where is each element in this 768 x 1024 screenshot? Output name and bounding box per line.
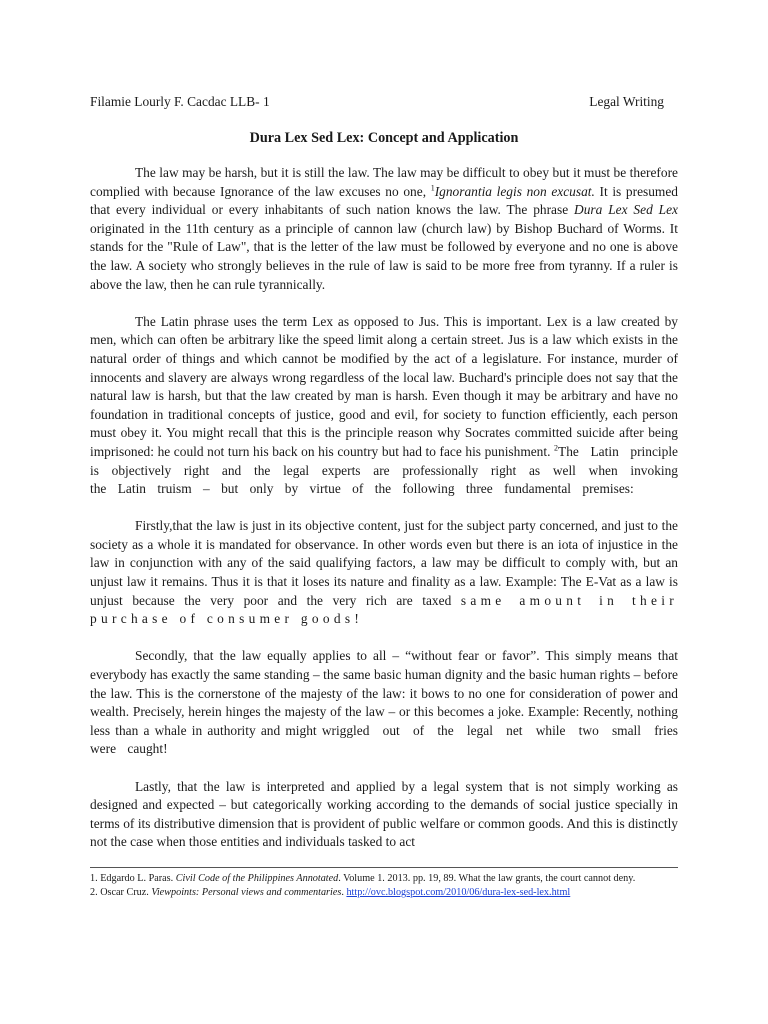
paragraph-2: The Latin phrase uses the term Lex as opposed to Jus. This is important. Lex is a law created by men, which can often be arbitrary like the speed limit along a certain street. Jus is a law which exists in the natural order of things and which cannot be modified by the act of a legislature. For instance, murder of innocents and slavery are always wrong regardless of the local law. Buchard's principle does not say that the natural law is harsh, but that the law created by man is harsh. Even though it may be arbitrary and have no foundation in traditional concepts of justice, good and evil, for society to function efficiently, each person must obey it. You might recall that this is the principle reason why Socrates committed suicide after being imprisoned: he could not turn his back on his country but had to face his punishment. $^2$The Latin principle is objectively right and the legal experts are professionally right as well when invoking the Latin truism – but only by virtue of the following three fundamental premises: xyxy=(90,313,678,497)
paragraph-1: The law may be harsh, but it is still the law. The law may be difficult to obey but it must be therefore complied with because Ignorance of the law excuses no one, $^1$Ignorantia legis non excusat. It is presumed that every individual or every inhabitants of such nation knows the law. The phrase Dura Lex Sed Lex originated in the 11th century as a principle of cannon law (church law) by Bishop Buchard of Worms. It stands for the "Rule of Law", that is the letter of the law must be followed by everyone and no one is above the law. A society who strongly believes in the rule of law is said to be more free from tyranny. If a ruler is above the law, then he can rule tyrannically. xyxy=(90,165,678,292)
paragraph-4: Secondly, that the law equally applies to all – “without fear or favor”. This simply means that everybody has exactly the same standing – the same basic human dignity and the basic human rights – before the law. This is the cornerstone of the majesty of the law: it bows to no one for consideration of power and wealth. Precisely, herein hinges the majesty of the law – or this becomes a joke. Example: Recently, nothing less than a whale in authority and might wriggled out of the legal net while two small fries were caught! xyxy=(90,648,678,757)
author-name: Filamie Lourly F. Cacdac LLB- 1 xyxy=(90,94,270,109)
footnote-ref-1[interactable]: 1 xyxy=(430,183,435,193)
footnote-ref-2[interactable]: 2 xyxy=(554,443,559,453)
paragraph-3: Firstly,that the law is just in its objective content, just for the subject party concerned, and just to the society as a whole it is mandated for observance. In other words even but there is an iota of injustice in the law in conjunction with any of the said qualifying factors, a law may be difficult to comply with, but an unjust law it remains. Thus it is that it loses its nature and finality as a law. Example: The E-Vat as a law is unjust because the very poor and the very rich are taxed same amount in their purchase of consumer goods! xyxy=(90,518,678,627)
paragraph-5: Lastly, that the law is interpreted and applied by a legal system that is not simply working as designed and expected – but categorically working according to the demands of social justice specially in terms of its distributive dimension that is provident of public welfare or common goods. And this is distinctly not the case when those entities and individuals tasked to act xyxy=(90,778,678,850)
course-name: Legal Writing xyxy=(589,94,664,109)
document-title: Dura Lex Sed Lex: Concept and Application xyxy=(249,130,519,146)
footnotes xyxy=(90,867,678,900)
footnote-1: 1. Edgardo L. Paras. Civil Code of the Philippines Annotated. Volume 1. 2013. pp. 19, 89. What the law grants, the court cannot deny. xyxy=(90,873,636,884)
document-body xyxy=(90,164,678,852)
footnote-2: 2. Oscar Cruz. Viewpoints: Personal views and commentaries. http://ovc.blogspot.com/2010/06/dura-lex-sed-lex.html xyxy=(90,887,571,898)
footnote-link[interactable]: http://ovc.blogspot.com/2010/06/dura-lex-sed-lex.html xyxy=(346,887,571,898)
